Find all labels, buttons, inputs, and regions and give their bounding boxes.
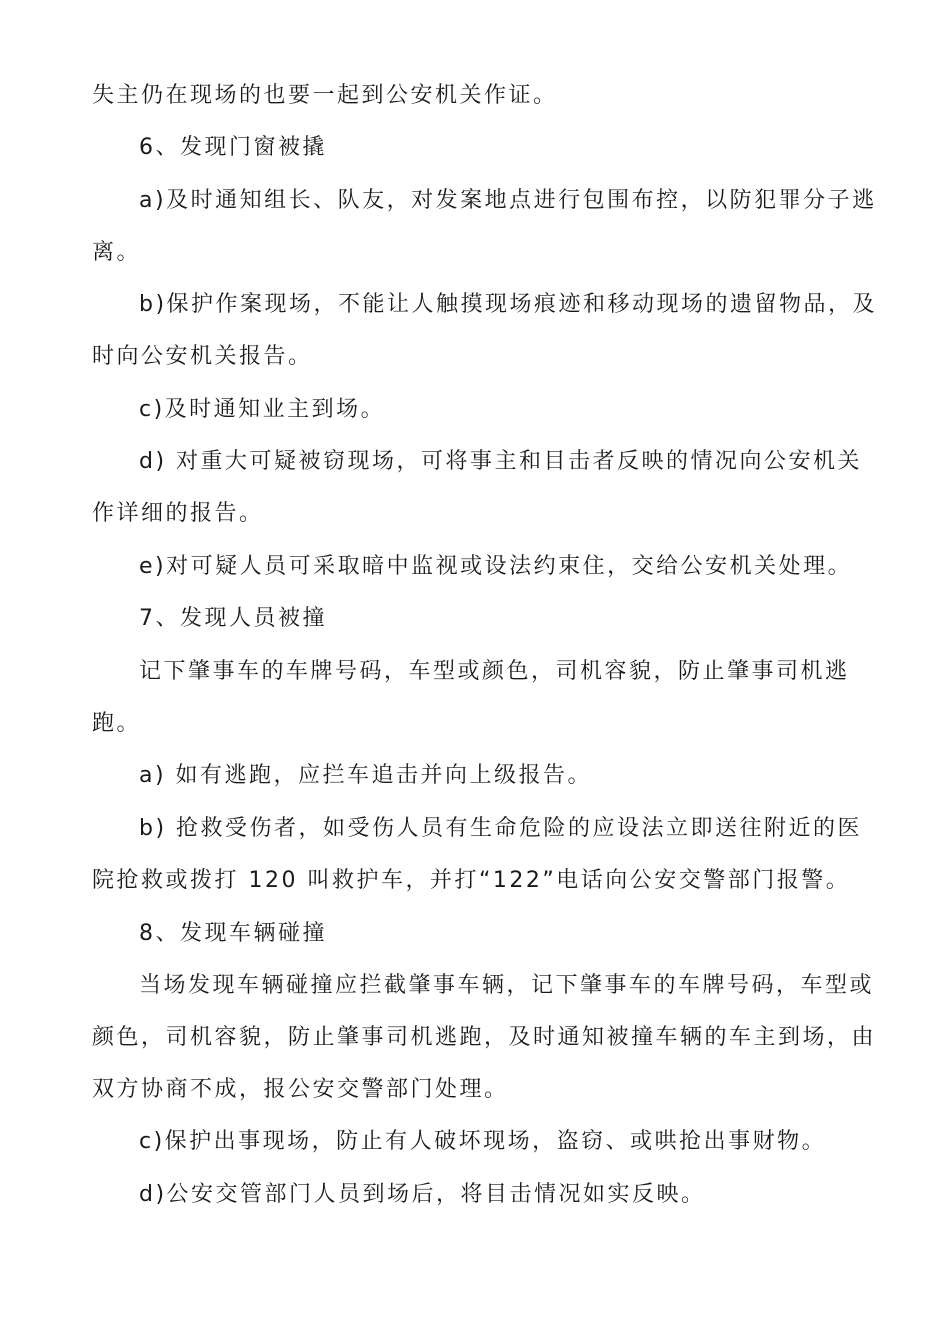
text-line: d) 对重大可疑被窃现场，可将事主和目击者反映的情况向公安机关 <box>139 449 863 474</box>
text-line: 记下肇事车的车牌号码，车型或颜色，司机容貌，防止肇事司机逃 <box>139 659 850 684</box>
text-line: 失主仍在现场的也要一起到公安机关作证。 <box>92 83 558 108</box>
text-line: c)保护出事现场，防止有人破坏现场，盗窃、或哄抢出事财物。 <box>139 1129 827 1154</box>
text-line: 颜色，司机容貌，防止肇事司机逃跑，及时通知被撞车辆的车主到场，由 <box>92 1025 877 1050</box>
text-line: e)对可疑人员可采取暗中监视或设法约束住，交给公安机关处理。 <box>139 554 853 579</box>
text-line: a)及时通知组长、队友，对发案地点进行包围布控，以防犯罪分子逃 <box>139 188 877 213</box>
text-line: b)保护作案现场，不能让人触摸现场痕迹和移动现场的遗留物品，及 <box>139 292 878 317</box>
text-line: a) 如有逃跑，应拦车追击并向上级报告。 <box>139 763 593 788</box>
text-line: b) 抢救受伤者，如受伤人员有生命危险的应设法立即送往附近的医 <box>139 816 863 841</box>
text-line: 当场发现车辆碰撞应拦截肇事车辆，记下肇事车的车牌号码，车型或 <box>139 973 875 998</box>
text-line: 双方协商不成，报公安交警部门处理。 <box>92 1077 509 1102</box>
section-heading-6: 6、发现门窗被撬 <box>139 135 327 160</box>
text-line: c)及时通知业主到场。 <box>139 397 386 422</box>
text-line: 离。 <box>92 240 142 265</box>
section-heading-8: 8、发现车辆碰撞 <box>139 921 327 946</box>
text-line: 跑。 <box>92 711 142 736</box>
section-heading-7: 7、发现人员被撞 <box>139 606 327 631</box>
text-line: 院抢救或拨打 120 叫救护车，并打“122”电话向公安交警部门报警。 <box>92 868 851 893</box>
text-line: d)公安交管部门人员到场后，将目击情况如实反映。 <box>139 1182 706 1207</box>
text-line: 作详细的报告。 <box>92 501 264 526</box>
text-line: 时向公安机关报告。 <box>92 344 313 369</box>
